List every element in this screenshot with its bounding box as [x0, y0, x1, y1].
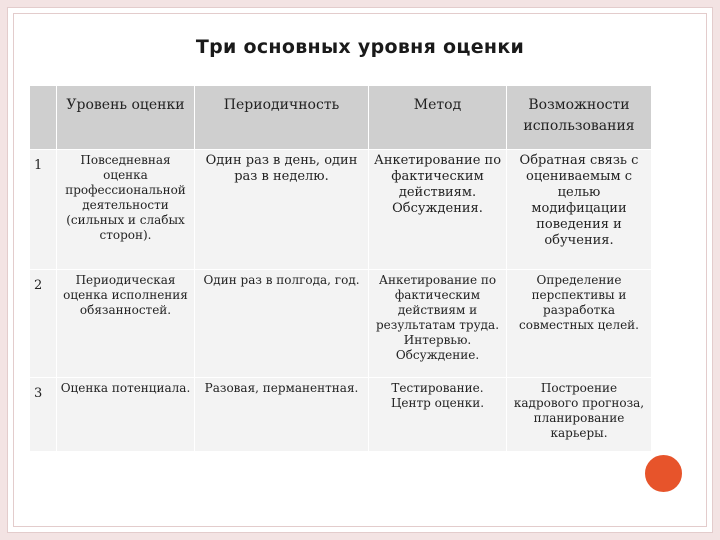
cell-method: Тестирование. Центр оценки. [369, 378, 507, 452]
cell-method: Анкетирование по фактическим действиям и результатам труда. Интервью. Обсуждение. [369, 270, 507, 378]
header-usage: Возможности использования [507, 86, 652, 150]
row-number: 2 [30, 270, 57, 378]
row-number: 1 [30, 150, 57, 270]
row-number: 3 [30, 378, 57, 452]
slide-title: Три основных уровня оценки [195, 36, 525, 58]
frame-band-bottom [0, 533, 720, 540]
table-row [30, 270, 652, 378]
frame-band-top [0, 0, 720, 7]
decorative-circle [641, 451, 686, 496]
header-number [30, 86, 57, 150]
frame-band-left [0, 0, 7, 540]
frame-band-right [713, 0, 720, 540]
table-row [30, 378, 652, 452]
assessment-table [29, 85, 652, 452]
cell-level: Оценка потенциала. [57, 378, 195, 452]
cell-level: Периодическая оценка исполнения обязанностей. [57, 270, 195, 378]
header-method: Метод [369, 86, 507, 150]
header-level: Уровень оценки [57, 86, 195, 150]
header-periodicity: Периодичность [195, 86, 369, 150]
cell-usage: Обратная связь с оцениваемым с целью модифицации поведения и обучения. [507, 150, 652, 270]
cell-level: Повседневная оценка профессиональной деятельности (сильных и слабых сторон). [57, 150, 195, 270]
cell-usage: Определение перспективы и разработка совместных целей. [507, 270, 652, 378]
cell-periodicity: Один раз в день, один раз в неделю. [195, 150, 369, 270]
cell-usage: Построение кадрового прогноза, планирование карьеры. [507, 378, 652, 452]
table-header-row [30, 86, 652, 150]
cell-periodicity: Один раз в полгода, год. [195, 270, 369, 378]
cell-method: Анкетирование по фактическим действиям. Обсуждения. [369, 150, 507, 270]
cell-periodicity: Разовая, перманентная. [195, 378, 369, 452]
table-row [30, 150, 652, 270]
